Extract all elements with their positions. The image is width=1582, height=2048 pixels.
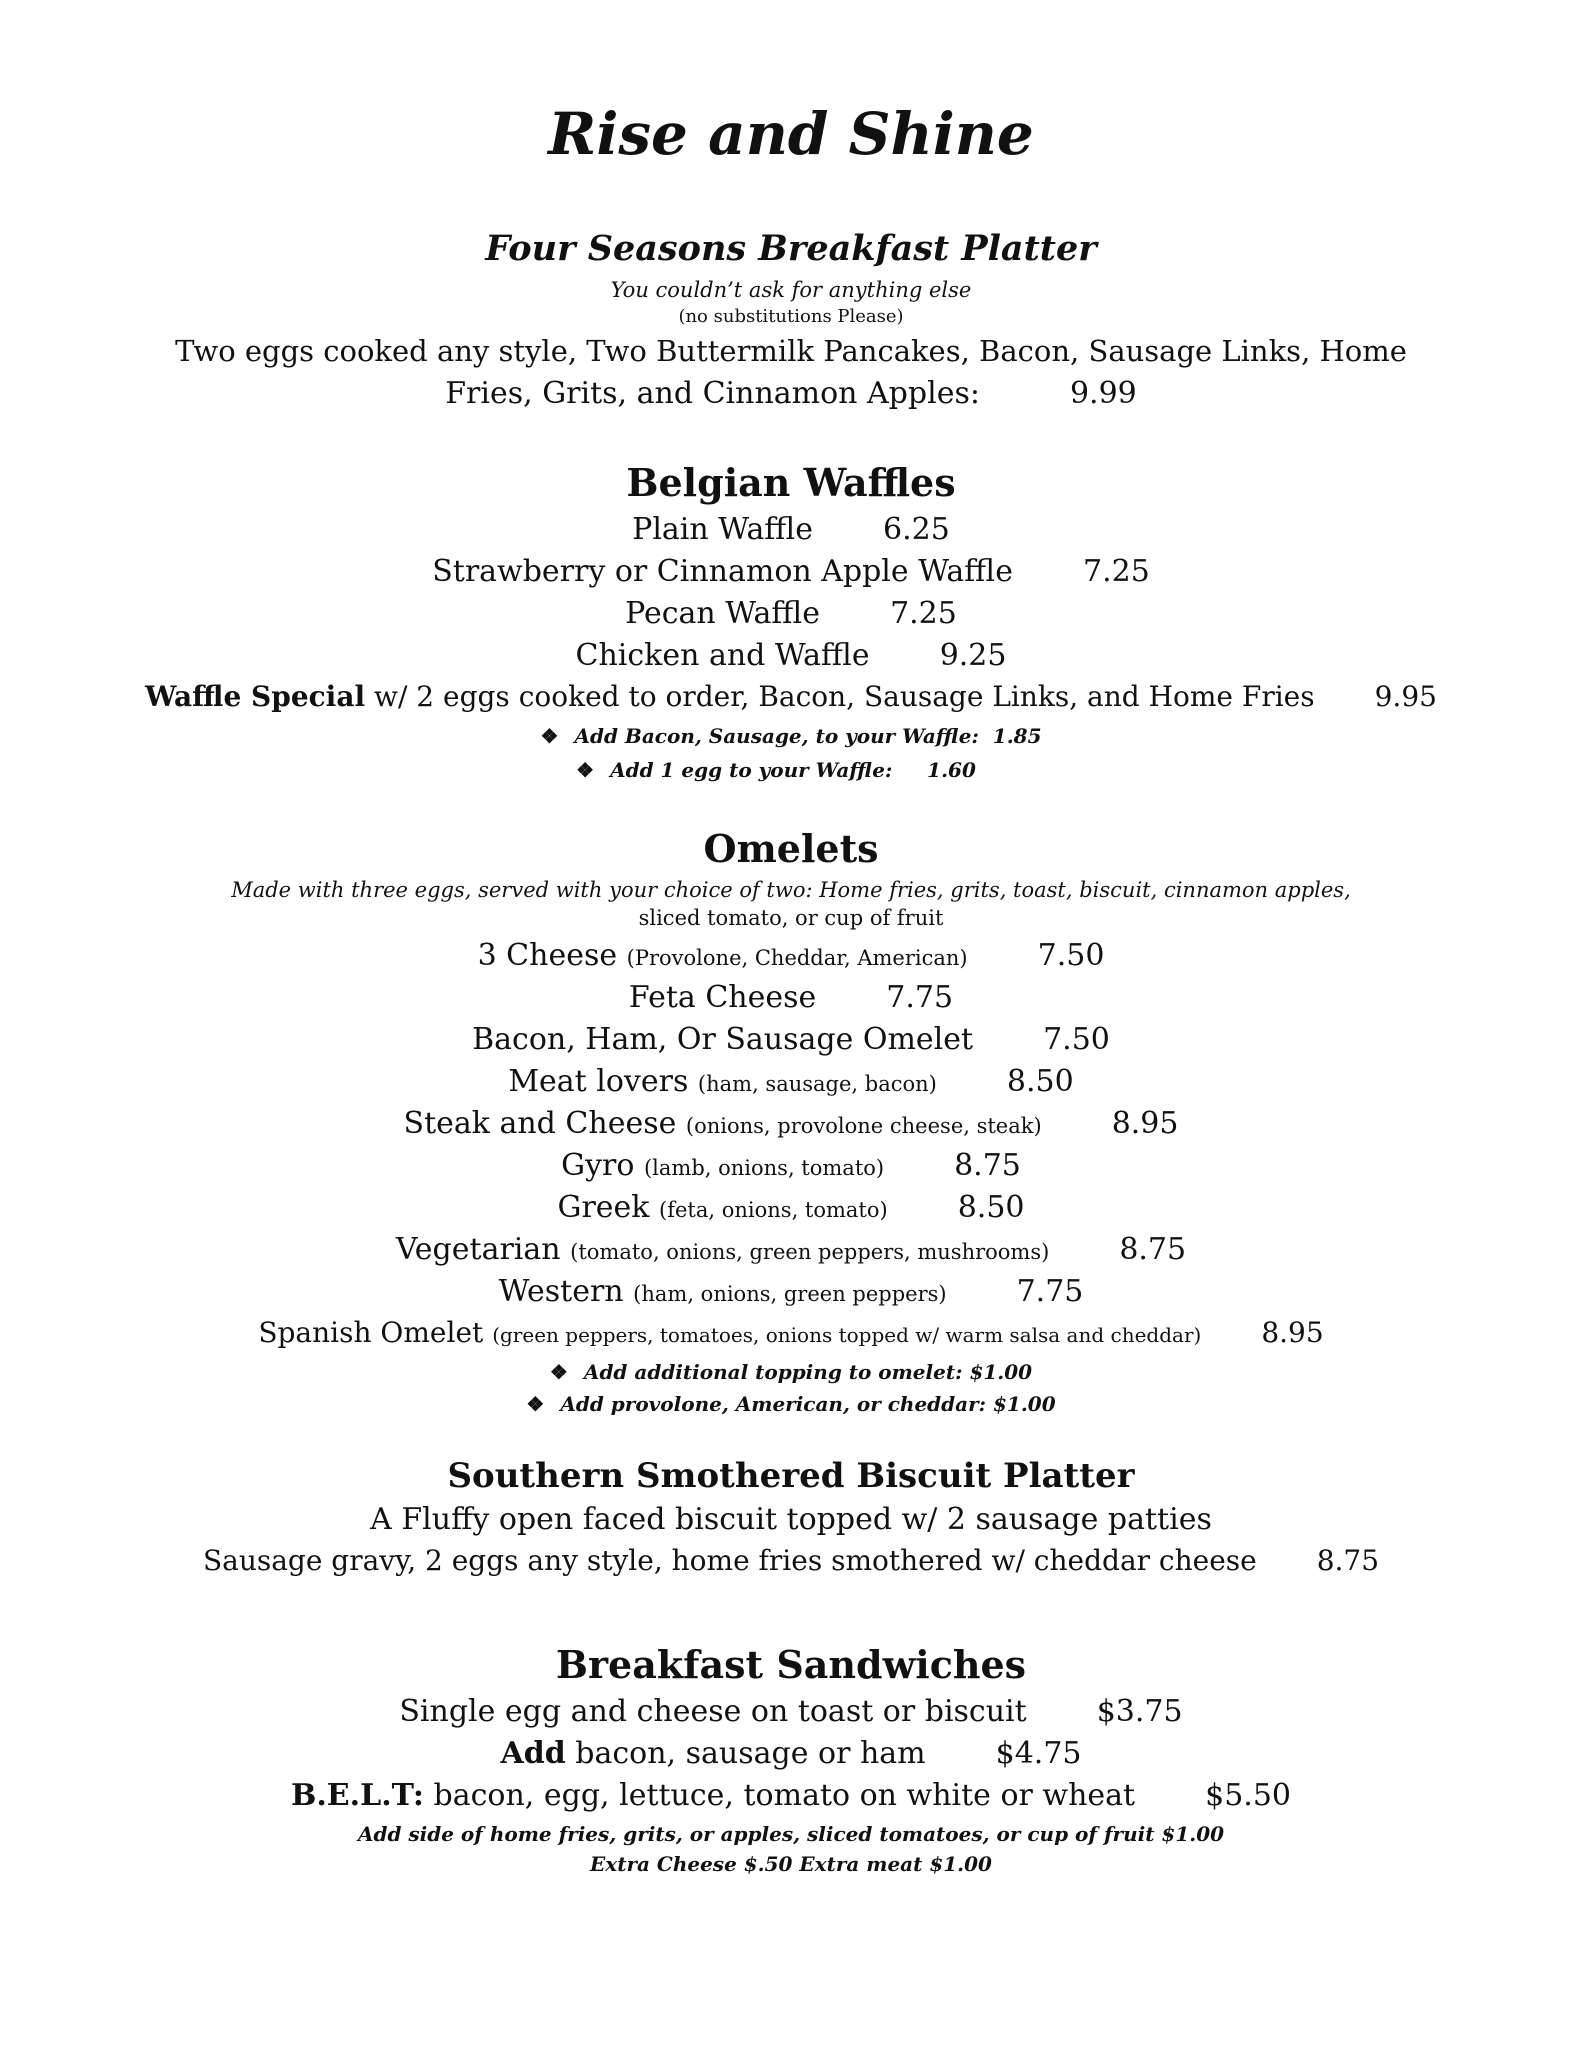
omelet-item-name: Steak and Cheese	[403, 1106, 677, 1141]
four-seasons-tagline: You couldn’t ask for anything else	[610, 278, 972, 302]
diamond-bullet-icon: ❖	[576, 758, 595, 782]
omelet-item-price: 8.75	[954, 1148, 1021, 1183]
omelet-item-price: 8.95	[1111, 1106, 1179, 1141]
omelet-item-price: 8.50	[957, 1190, 1025, 1225]
waffle-special-name: Waffle Special	[145, 680, 366, 713]
omelet-item-price: 8.50	[1006, 1064, 1074, 1099]
waffle-addon-text: Add 1 egg to your Waffle:	[610, 758, 893, 782]
waffle-item	[0, 554, 1582, 589]
omelets-desc-1: Made with three eggs, served with your choice of two: Home fries, grits, toast, biscuit, cinnamon apples,	[231, 878, 1351, 902]
omelet-item-detail: (Provolone, Cheddar, American)	[626, 946, 968, 970]
waffles-heading: Belgian Waffles	[626, 460, 956, 505]
sandwich-item-price: $3.75	[1096, 1694, 1183, 1729]
omelet-item	[0, 1148, 1582, 1183]
omelet-item-name: Greek	[557, 1190, 650, 1225]
waffle-item	[0, 512, 1582, 547]
omelet-item-detail: (ham, sausage, bacon)	[697, 1072, 937, 1096]
omelet-item-name: Vegetarian	[395, 1232, 561, 1267]
waffle-addon	[0, 724, 1582, 748]
waffle-special	[0, 680, 1582, 713]
omelet-item-detail: (lamb, onions, tomato)	[643, 1156, 885, 1180]
omelets-desc-2: sliced tomato, or cup of fruit	[638, 906, 944, 930]
omelet-item	[0, 1022, 1582, 1057]
omelet-addon	[0, 1392, 1582, 1416]
sandwich-item-name: Single egg and cheese on toast or biscuit	[399, 1694, 1027, 1729]
omelets-heading: Omelets	[703, 826, 879, 871]
omelet-addon	[0, 1360, 1582, 1384]
sandwich-note-1: Add side of home fries, grits, or apples, sliced tomatoes, or cup of fruit $1.00	[357, 1822, 1225, 1846]
omelet-item-price: 7.75	[886, 980, 954, 1015]
waffle-item-price: 6.25	[883, 512, 950, 547]
omelet-item-name: Bacon, Ham, Or Sausage Omelet	[472, 1022, 974, 1057]
omelet-item	[0, 980, 1582, 1015]
waffle-item-price: 9.25	[939, 638, 1007, 673]
omelet-item-price: 7.50	[1043, 1022, 1110, 1057]
sandwich-item	[0, 1736, 1582, 1771]
waffle-addon-text: Add Bacon, Sausage, to your Waffle:	[574, 724, 979, 748]
omelet-item-price: 8.75	[1119, 1232, 1187, 1267]
omelet-item-detail: (tomato, onions, green peppers, mushrooms)	[570, 1240, 1050, 1264]
sandwich-item	[0, 1694, 1582, 1729]
biscuit-heading: Southern Smothered Biscuit Platter	[447, 1456, 1135, 1496]
biscuit-line-2	[0, 1544, 1582, 1577]
omelet-item-name: Western	[498, 1274, 624, 1309]
sandwiches-heading: Breakfast Sandwiches	[555, 1642, 1027, 1687]
biscuit-line-2-text: Sausage gravy, 2 eggs any style, home fries smothered w/ cheddar cheese	[202, 1544, 1257, 1577]
omelet-item-name: 3 Cheese	[477, 938, 618, 973]
sandwich-item-lead: B.E.L.T:	[290, 1778, 424, 1813]
sandwich-item	[0, 1778, 1582, 1813]
biscuit-price: 8.75	[1316, 1544, 1380, 1577]
waffle-item-price: 7.25	[1082, 554, 1150, 589]
omelet-item-price: 8.95	[1261, 1316, 1324, 1349]
waffle-addon-price: 1.85	[992, 724, 1042, 748]
four-seasons-desc-2	[0, 376, 1582, 411]
omelet-item-name: Spanish Omelet	[258, 1316, 484, 1349]
four-seasons-price: 9.99	[1069, 376, 1137, 411]
page-title: Rise and Shine	[548, 100, 1034, 168]
waffle-item-name: Pecan Waffle	[625, 596, 821, 631]
sandwich-item-price: $4.75	[995, 1736, 1082, 1771]
waffle-item-name: Chicken and Waffle	[575, 638, 870, 673]
waffle-addon	[0, 758, 1582, 782]
omelet-item-detail: (green peppers, tomatoes, onions topped w/ warm salsa and cheddar)	[492, 1323, 1202, 1347]
omelet-addon-text: Add additional topping to omelet: $1.00	[583, 1360, 1033, 1384]
omelet-item-detail: (onions, provolone cheese, steak)	[685, 1114, 1042, 1138]
sandwich-item-price: $5.50	[1205, 1778, 1291, 1813]
omelet-item-name: Meat lovers	[508, 1064, 689, 1099]
four-seasons-desc-2-text: Fries, Grits, and Cinnamon Apples:	[445, 376, 980, 411]
sandwich-note-2: Extra Cheese $.50 Extra meat $1.00	[590, 1852, 992, 1876]
diamond-bullet-icon: ❖	[540, 724, 559, 748]
omelet-item	[0, 1316, 1582, 1349]
biscuit-line-1: A Fluffy open faced biscuit topped w/ 2 sausage patties	[370, 1502, 1212, 1537]
diamond-bullet-icon: ❖	[526, 1392, 545, 1416]
waffle-special-desc: w/ 2 eggs cooked to order, Bacon, Sausage Links, and Home Fries	[374, 680, 1315, 713]
sandwich-item-name: bacon, sausage or ham	[575, 1736, 926, 1771]
waffle-item-name: Plain Waffle	[632, 512, 814, 547]
omelet-item-name: Feta Cheese	[628, 980, 817, 1015]
diamond-bullet-icon: ❖	[549, 1360, 568, 1384]
waffle-item	[0, 638, 1582, 673]
omelet-item	[0, 1190, 1582, 1225]
omelet-item	[0, 1106, 1582, 1141]
four-seasons-heading: Four Seasons Breakfast Platter	[485, 228, 1097, 269]
omelet-item-price: 7.75	[1016, 1274, 1084, 1309]
omelet-item-price: 7.50	[1037, 938, 1105, 973]
omelet-item	[0, 1274, 1582, 1309]
waffle-item-price: 7.25	[890, 596, 957, 631]
waffle-item	[0, 596, 1582, 631]
four-seasons-desc-1: Two eggs cooked any style, Two Buttermilk Pancakes, Bacon, Sausage Links, Home	[175, 334, 1407, 368]
waffle-item-name: Strawberry or Cinnamon Apple Waffle	[432, 554, 1013, 589]
omelet-item	[0, 938, 1582, 973]
four-seasons-note: (no substitutions Please)	[678, 306, 904, 327]
sandwich-item-name: bacon, egg, lettuce, tomato on white or wheat	[433, 1778, 1136, 1813]
omelet-addon-text: Add provolone, American, or cheddar: $1.00	[560, 1392, 1056, 1416]
omelet-item-detail: (ham, onions, green peppers)	[633, 1282, 947, 1306]
omelet-item-detail: (feta, onions, tomato)	[659, 1198, 888, 1222]
waffle-addon-price: 1.60	[927, 758, 976, 782]
omelet-item	[0, 1232, 1582, 1267]
omelet-item-name: Gyro	[561, 1148, 635, 1183]
omelet-item	[0, 1064, 1582, 1099]
sandwich-item-lead: Add	[500, 1736, 566, 1771]
waffle-special-price: 9.95	[1374, 680, 1437, 713]
